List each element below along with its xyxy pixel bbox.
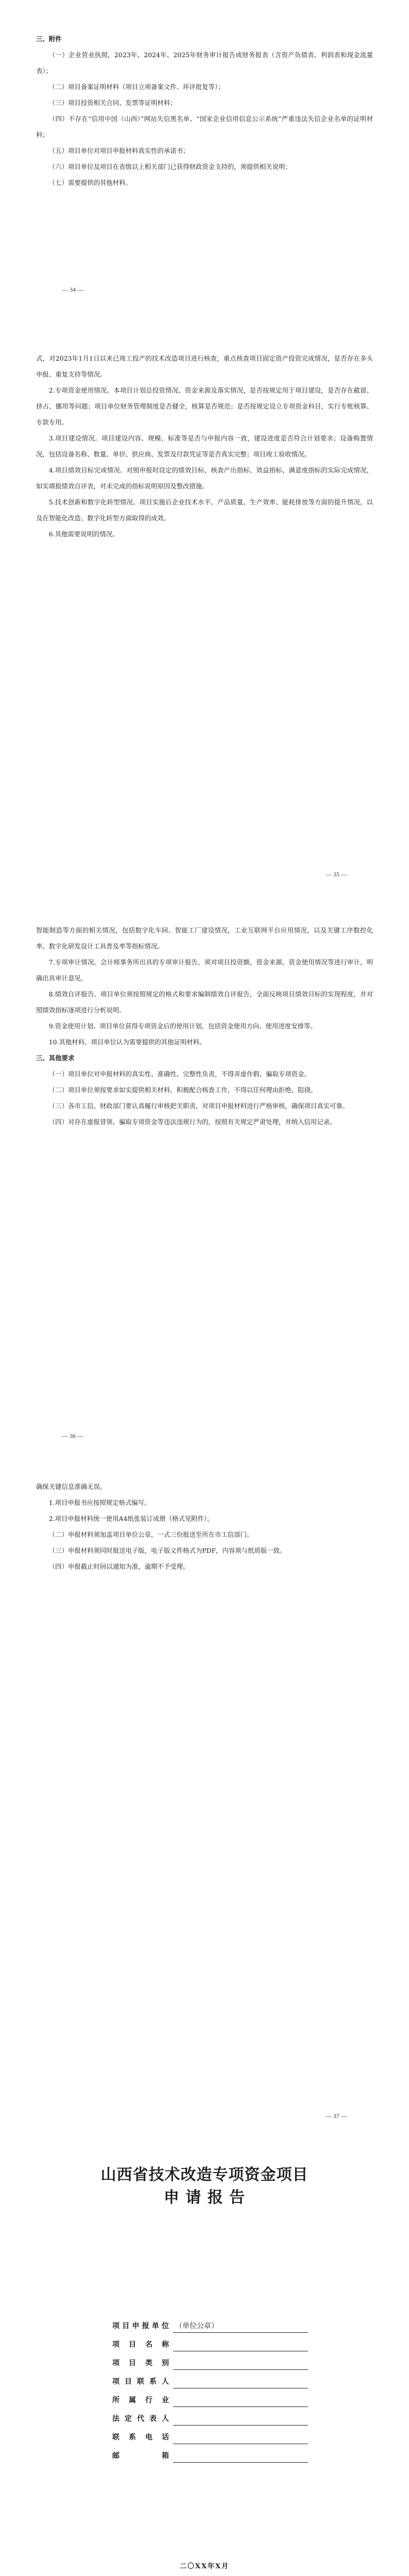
page-1-content: [36, 31, 373, 191]
field-industry[interactable]: [112, 2393, 308, 2408]
field-email[interactable]: [112, 2448, 308, 2464]
paragraph: 9.资金使用计划。项目单位获得专项资金后的使用计划，包括资金使用方向、使用进度安排等。: [48, 1022, 317, 1030]
field-label: 邮箱: [112, 2452, 169, 2460]
page-3-content: [36, 922, 373, 1130]
paragraph: 8.绩效自评报告。项目单位须按照规定的格式和要求编制绩效自评报告，全面反映项目绩效目标的实现程度，并对照绩效指标逐项进行分析说明。: [36, 990, 373, 1014]
field-underline: [173, 2462, 308, 2463]
paragraph: 智能制造等方面的相关情况，包括数字化车间、智能工厂建设情况，工业互联网平台应用情况，以及关键工序数控化率、数字化研发设计工具普及率等指标情况。: [36, 926, 373, 950]
page-number: — 37 —: [326, 2112, 347, 2120]
cover-date: 二〇XX年X月: [179, 2563, 230, 2570]
paragraph: （三）申报材料须同时报送电子版，电子版文件格式为PDF，内容须与纸质版一致。: [48, 1547, 286, 1554]
field-legal-rep[interactable]: [112, 2411, 308, 2427]
paragraph: 10.其他材料。项目单位认为需要提供的其他证明材料。: [48, 1038, 206, 1046]
field-project-category[interactable]: [112, 2355, 308, 2371]
paragraph: （四）对存在虚报冒领、骗取专项资金等违法违规行为的，按照有关规定严肃处理，并纳入信用记录。: [48, 1118, 336, 1126]
page-4-content: [36, 1479, 373, 1574]
document-page-3: [0, 907, 409, 1453]
paragraph: 5.技术创新和数字化转型情况。项目实施后企业技术水平、产品质量、生产效率、能耗排放等方面的提升情况，以及在智能化改造、数字化转型方面取得的成效。: [36, 498, 373, 522]
field-label: 项目联系人: [112, 2378, 169, 2386]
paragraph: （二）项目备案证明材料（项目立项备案文件、环评批复等）；: [48, 83, 225, 91]
cover-page: [0, 2164, 409, 2576]
field-project-name[interactable]: [112, 2337, 308, 2352]
paragraph: 1.项目申报书应按照规定格式编写。: [48, 1499, 151, 1506]
paragraph: 确保关键信息准确无误。: [36, 1483, 107, 1490]
paragraph: 4.项目绩效目标完成情况。对照申报时设定的绩效目标，核查产出指标、效益指标、满意度指标的实际完成情况，如实填报绩效自评表，对未完成的指标说明原因及整改措施。: [36, 466, 373, 490]
field-label: 法定代表人: [112, 2415, 169, 2423]
document-page-4: [0, 1468, 409, 2138]
section-heading: 三、附件: [36, 35, 62, 43]
paragraph: （四）申报截止时间以通知为准，逾期不予受理。: [48, 1563, 190, 1570]
field-phone[interactable]: [112, 2430, 308, 2445]
page-2-content: [36, 350, 373, 542]
paragraph: （四）不存在“信用中国（山西）”网站失信黑名单、“国家企业信用信息公示系统”严重违法失信企业名单的证明材料；: [36, 115, 373, 139]
paragraph: （一）企业营业执照，2023年、2024年、2025年财务审计报告或财务报表（含资产负债表、利润表和现金流量表）；: [36, 51, 373, 75]
paragraph: （五）项目单位对项目申报材料真实性的承诺书；: [48, 147, 190, 155]
field-contact[interactable]: [112, 2374, 308, 2389]
field-label: 所属行业: [112, 2396, 169, 2404]
document-page-2: [0, 330, 409, 896]
field-label: 项目类别: [112, 2359, 169, 2367]
page-number: — 34 —: [62, 286, 83, 293]
field-label: 联系电话: [112, 2433, 169, 2442]
page-number: — 36 —: [62, 1432, 83, 1439]
field-underline: [173, 2425, 308, 2426]
field-underline: [173, 2332, 308, 2333]
cover-title-line-2: 申 请 报 告: [163, 2189, 246, 2207]
section-heading: 三、其他要求: [36, 1054, 75, 1062]
paragraph: 式，对2023年1月1日以来已竣工投产的技术改造项目进行核查，重点核查项目固定资产投资完成情况，是否存在多头申报、重复支持等情况。: [36, 354, 373, 378]
field-applicant[interactable]: [112, 2318, 308, 2334]
document-page-1: [0, 0, 409, 309]
paragraph: 6.其他需要说明的情况。: [48, 530, 119, 538]
paragraph: （六）项目单位及项目在省级以上相关部门已获得财政资金支持的，须提供相关说明；: [48, 163, 292, 171]
paragraph: （三）各市工信、财政部门要认真履行审核把关职责，对项目申报材料进行严格审核，确保项目真实可靠。: [48, 1102, 349, 1110]
paragraph: （三）项目投资相关合同、发票等证明材料；: [48, 99, 177, 107]
field-label: 项目名称: [112, 2341, 169, 2349]
paragraph: （一）项目单位对申报材料的真实性、准确性、完整性负责，不得弄虚作假、骗取专项资金。: [48, 1070, 311, 1078]
paragraph: （二）项目单位须按要求如实提供相关材料，积极配合核查工作，不得以任何理由拒绝、阻挠。: [48, 1086, 317, 1094]
paragraph: （七）需要提供的其他材料。: [48, 179, 132, 187]
page-number: — 35 —: [326, 871, 347, 878]
paragraph: 7.专项审计情况。会计师事务所出具的专项审计报告，须对项目投资额、资金来源、资金使用情况等进行审计，明确出具审计意见。: [36, 958, 373, 982]
field-underline: [173, 2369, 308, 2370]
paragraph: 3.项目建设情况。项目建设内容、规模、标准等是否与申报内容一致，建设进度是否符合计划要求；设备购置情况，包括设备名称、数量、单价、供应商、发票及付款凭证等是否真实完整；项目竣工验收情况。: [36, 434, 373, 458]
field-label: 项目申报单位: [112, 2322, 169, 2330]
field-underline: [173, 2406, 308, 2407]
paragraph: （二）申报材料须加盖项目单位公章，一式三份报送至所在市工信部门。: [48, 1531, 253, 1538]
paragraph: 2.项目申报材料统一使用A4纸张装订成册（格式见附件）。: [48, 1515, 214, 1522]
field-value: （单位公章）: [175, 2322, 218, 2330]
paragraph: 2.专项资金使用情况。本项目计划总投资情况、资金来源及落实情况，是否按规定用于项目建设，是否存在截留、挤占、挪用等问题；项目单位财务管理制度是否健全，核算是否规范；是否按规定设立专项资金科目，实行专账核算、专款专用。: [36, 386, 373, 426]
cover-title-line-1: 山西省技术改造专项资金项目: [100, 2166, 309, 2184]
